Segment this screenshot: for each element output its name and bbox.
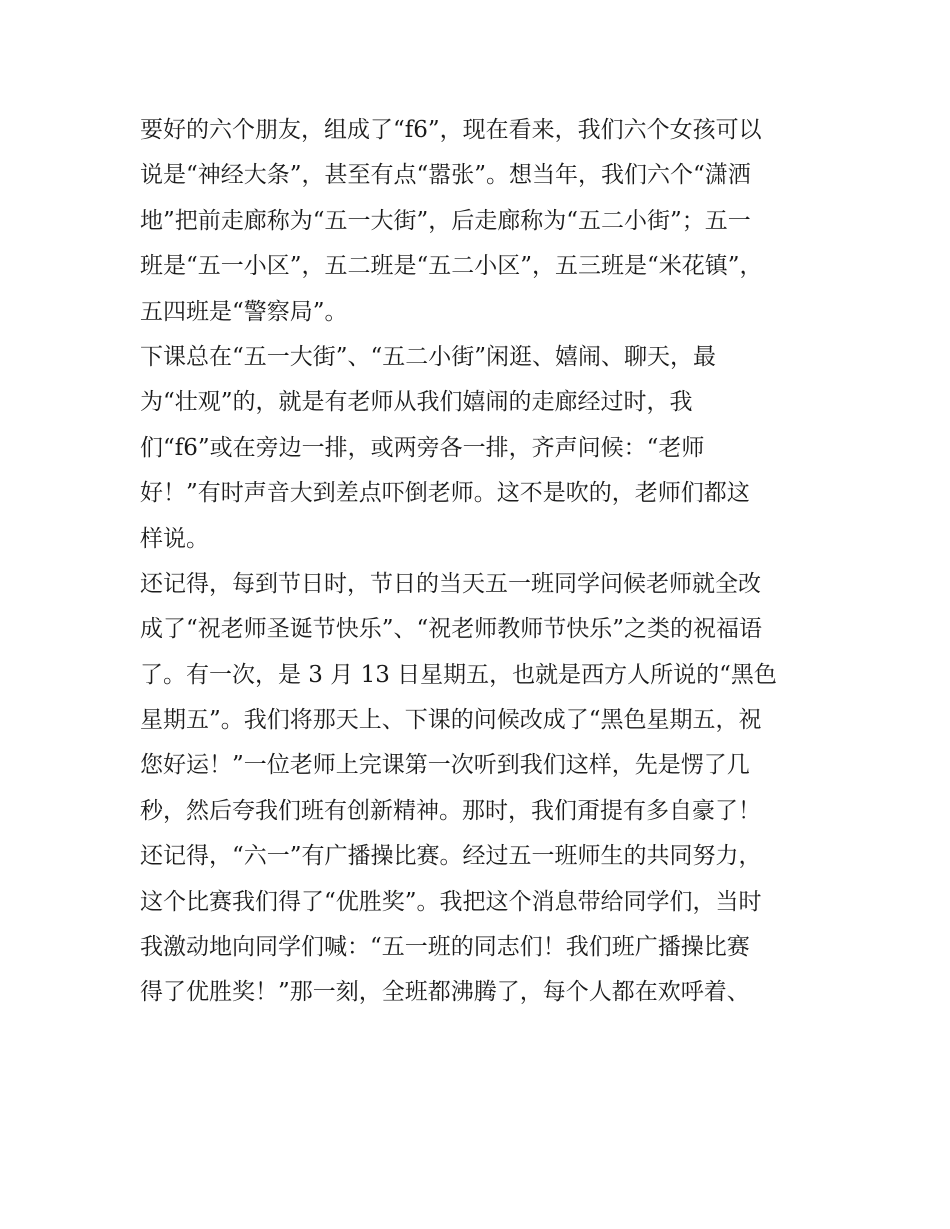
text-line: 秒，然后夸我们班有创新精神。那时，我们甭提有多自豪了！ (140, 797, 761, 824)
text-line: 成了“祝老师圣诞节快乐”、“祝老师教师节快乐”之类的祝福语 (140, 616, 763, 643)
text-line: 五四班是“警察局”。 (140, 298, 348, 325)
text-line: 这个比赛我们得了“优胜奖”。我把这个消息带给同学们，当时 (140, 888, 762, 915)
text-line: 还记得，每到节日时，节日的当天五一班同学问候老师就全改 (140, 570, 761, 597)
text-line: 了。有一次，是 3 月 13 日星期五，也就是西方人所说的“黑色 (140, 661, 777, 688)
text-line: 要好的六个朋友，组成了“f6”，现在看来，我们六个女孩可以 (140, 117, 762, 143)
text-line: 样说。 (140, 525, 209, 552)
text-line: 您好运！”一位老师上完课第一次听到我们这样，先是愣了几 (140, 752, 750, 779)
body-text (140, 108, 820, 1016)
text-line: 得了优胜奖！”那一刻，全班都沸腾了，每个人都在欢呼着、 (140, 979, 750, 1006)
text-line: 星期五”。我们将那天上、下课的问候改成了“黑色星期五，祝 (140, 707, 762, 734)
text-line: 好！”有时声音大到差点吓倒老师。这不是吹的，老师们都这 (140, 480, 750, 507)
text-line: 地”把前走廊称为“五一大街”，后走廊称为“五二小街”；五一 (140, 207, 751, 234)
text-line: 下课总在“五一大街”、“五二小街”闲逛、嬉闹、聊天，最 (140, 343, 717, 370)
text-line: 班是“五一小区”，五二班是“五二小区”，五三班是“米花镇”， (140, 253, 763, 280)
text-line: 还记得，“六一”有广播操比赛。经过五一班师生的共同努力， (140, 843, 762, 870)
text-line: 说是“神经大条”，甚至有点“嚣张”。想当年，我们六个“潇洒 (140, 162, 751, 189)
text-line: 我激动地向同学们喊：“五一班的同志们！我们班广播操比赛 (140, 934, 750, 961)
text-line: 们“f6”或在旁边一排，或两旁各一排，齐声问候：“老师 (140, 434, 705, 461)
text-line: 为“壮观”的，就是有老师从我们嬉闹的走廊经过时，我 (140, 389, 693, 416)
